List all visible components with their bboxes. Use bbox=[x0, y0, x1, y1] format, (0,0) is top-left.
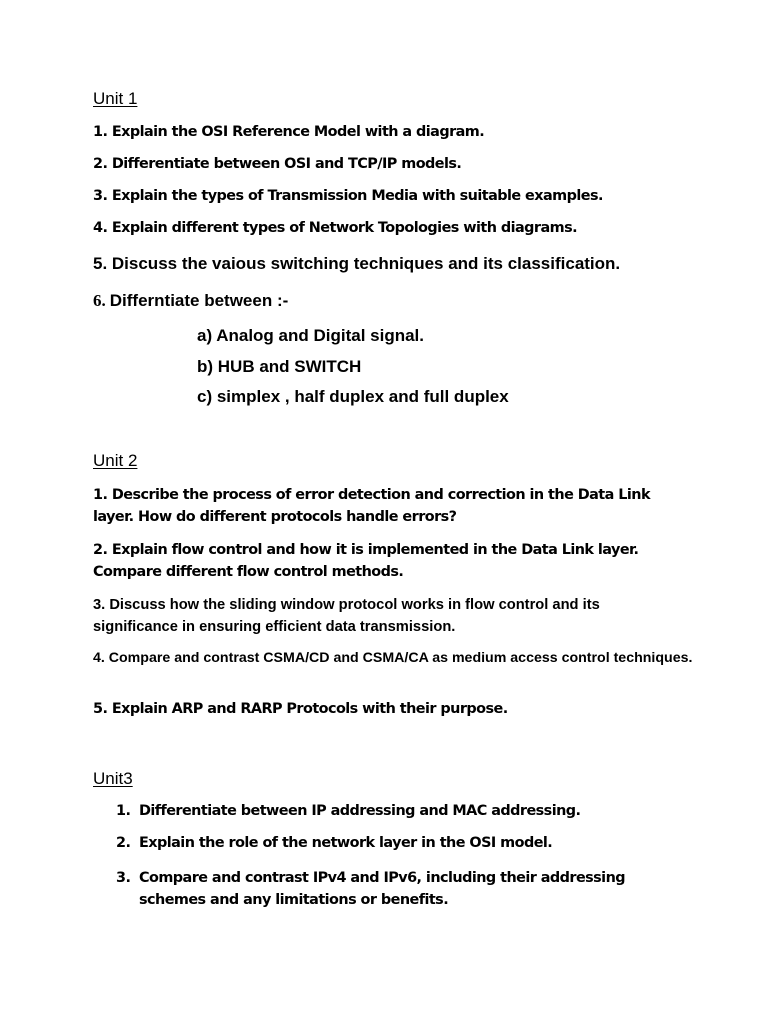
unit-1-question-6-text: Differntiate between :- bbox=[109, 291, 289, 310]
unit-3-question-3-number: 3. bbox=[116, 870, 131, 886]
unit-3-question-1-number: 1. bbox=[116, 803, 131, 819]
unit-1-question-6 bbox=[93, 291, 288, 311]
unit-2-question-5: 5. Explain ARP and RARP Protocols with their purpose. bbox=[93, 701, 508, 717]
unit-3-question-2-text: Explain the role of the network layer in the OSI model. bbox=[139, 835, 553, 851]
unit-1-question-4: 4. Explain different types of Network Topologies with diagrams. bbox=[93, 220, 577, 236]
unit-1-q6-subitem-c: c) simplex , half duplex and full duplex bbox=[197, 387, 509, 406]
unit-3-heading: Unit3 bbox=[93, 769, 133, 788]
unit-3-question-1 bbox=[116, 803, 580, 819]
unit-1-question-6-number: 6. bbox=[93, 291, 106, 310]
unit-2-question-4: 4. Compare and contrast CSMA/CD and CSMA/CA as medium access control techniques. bbox=[93, 650, 693, 666]
unit-3-question-3-text: Compare and contrast IPv4 and IPv6, including their addressing schemes and any limitations or benefits. bbox=[139, 870, 626, 908]
unit-3-question-3 bbox=[116, 867, 636, 911]
unit-2-question-3: 3. Discuss how the sliding window protocol works in flow control and its significance in ensuring efficient data transmission. bbox=[93, 597, 600, 635]
unit-2-question-1: 1. Describe the process of error detection and correction in the Data Link layer. How do different protocols handle errors? bbox=[93, 487, 650, 525]
unit-1-question-3: 3. Explain the types of Transmission Media with suitable examples. bbox=[93, 188, 603, 204]
unit-1-question-2: 2. Differentiate between OSI and TCP/IP models. bbox=[93, 156, 462, 172]
unit-1-q6-subitem-b: b) HUB and SWITCH bbox=[197, 357, 362, 376]
unit-1-question-1: 1. Explain the OSI Reference Model with a diagram. bbox=[93, 124, 485, 140]
unit-1-question-5: 5. Discuss the vaious switching techniques and its classification. bbox=[93, 254, 621, 273]
unit-2-question-2: 2. Explain flow control and how it is implemented in the Data Link layer. Compare different flow control methods. bbox=[93, 542, 639, 580]
unit-2-heading: Unit 2 bbox=[93, 451, 138, 470]
unit-3-question-2-number: 2. bbox=[116, 835, 131, 851]
unit-1-q6-subitem-a: a) Analog and Digital signal. bbox=[197, 326, 425, 345]
unit-1-heading: Unit 1 bbox=[93, 89, 138, 108]
unit-3-question-2 bbox=[116, 835, 552, 851]
unit-3-question-1-text: Differentiate between IP addressing and MAC addressing. bbox=[139, 803, 581, 819]
